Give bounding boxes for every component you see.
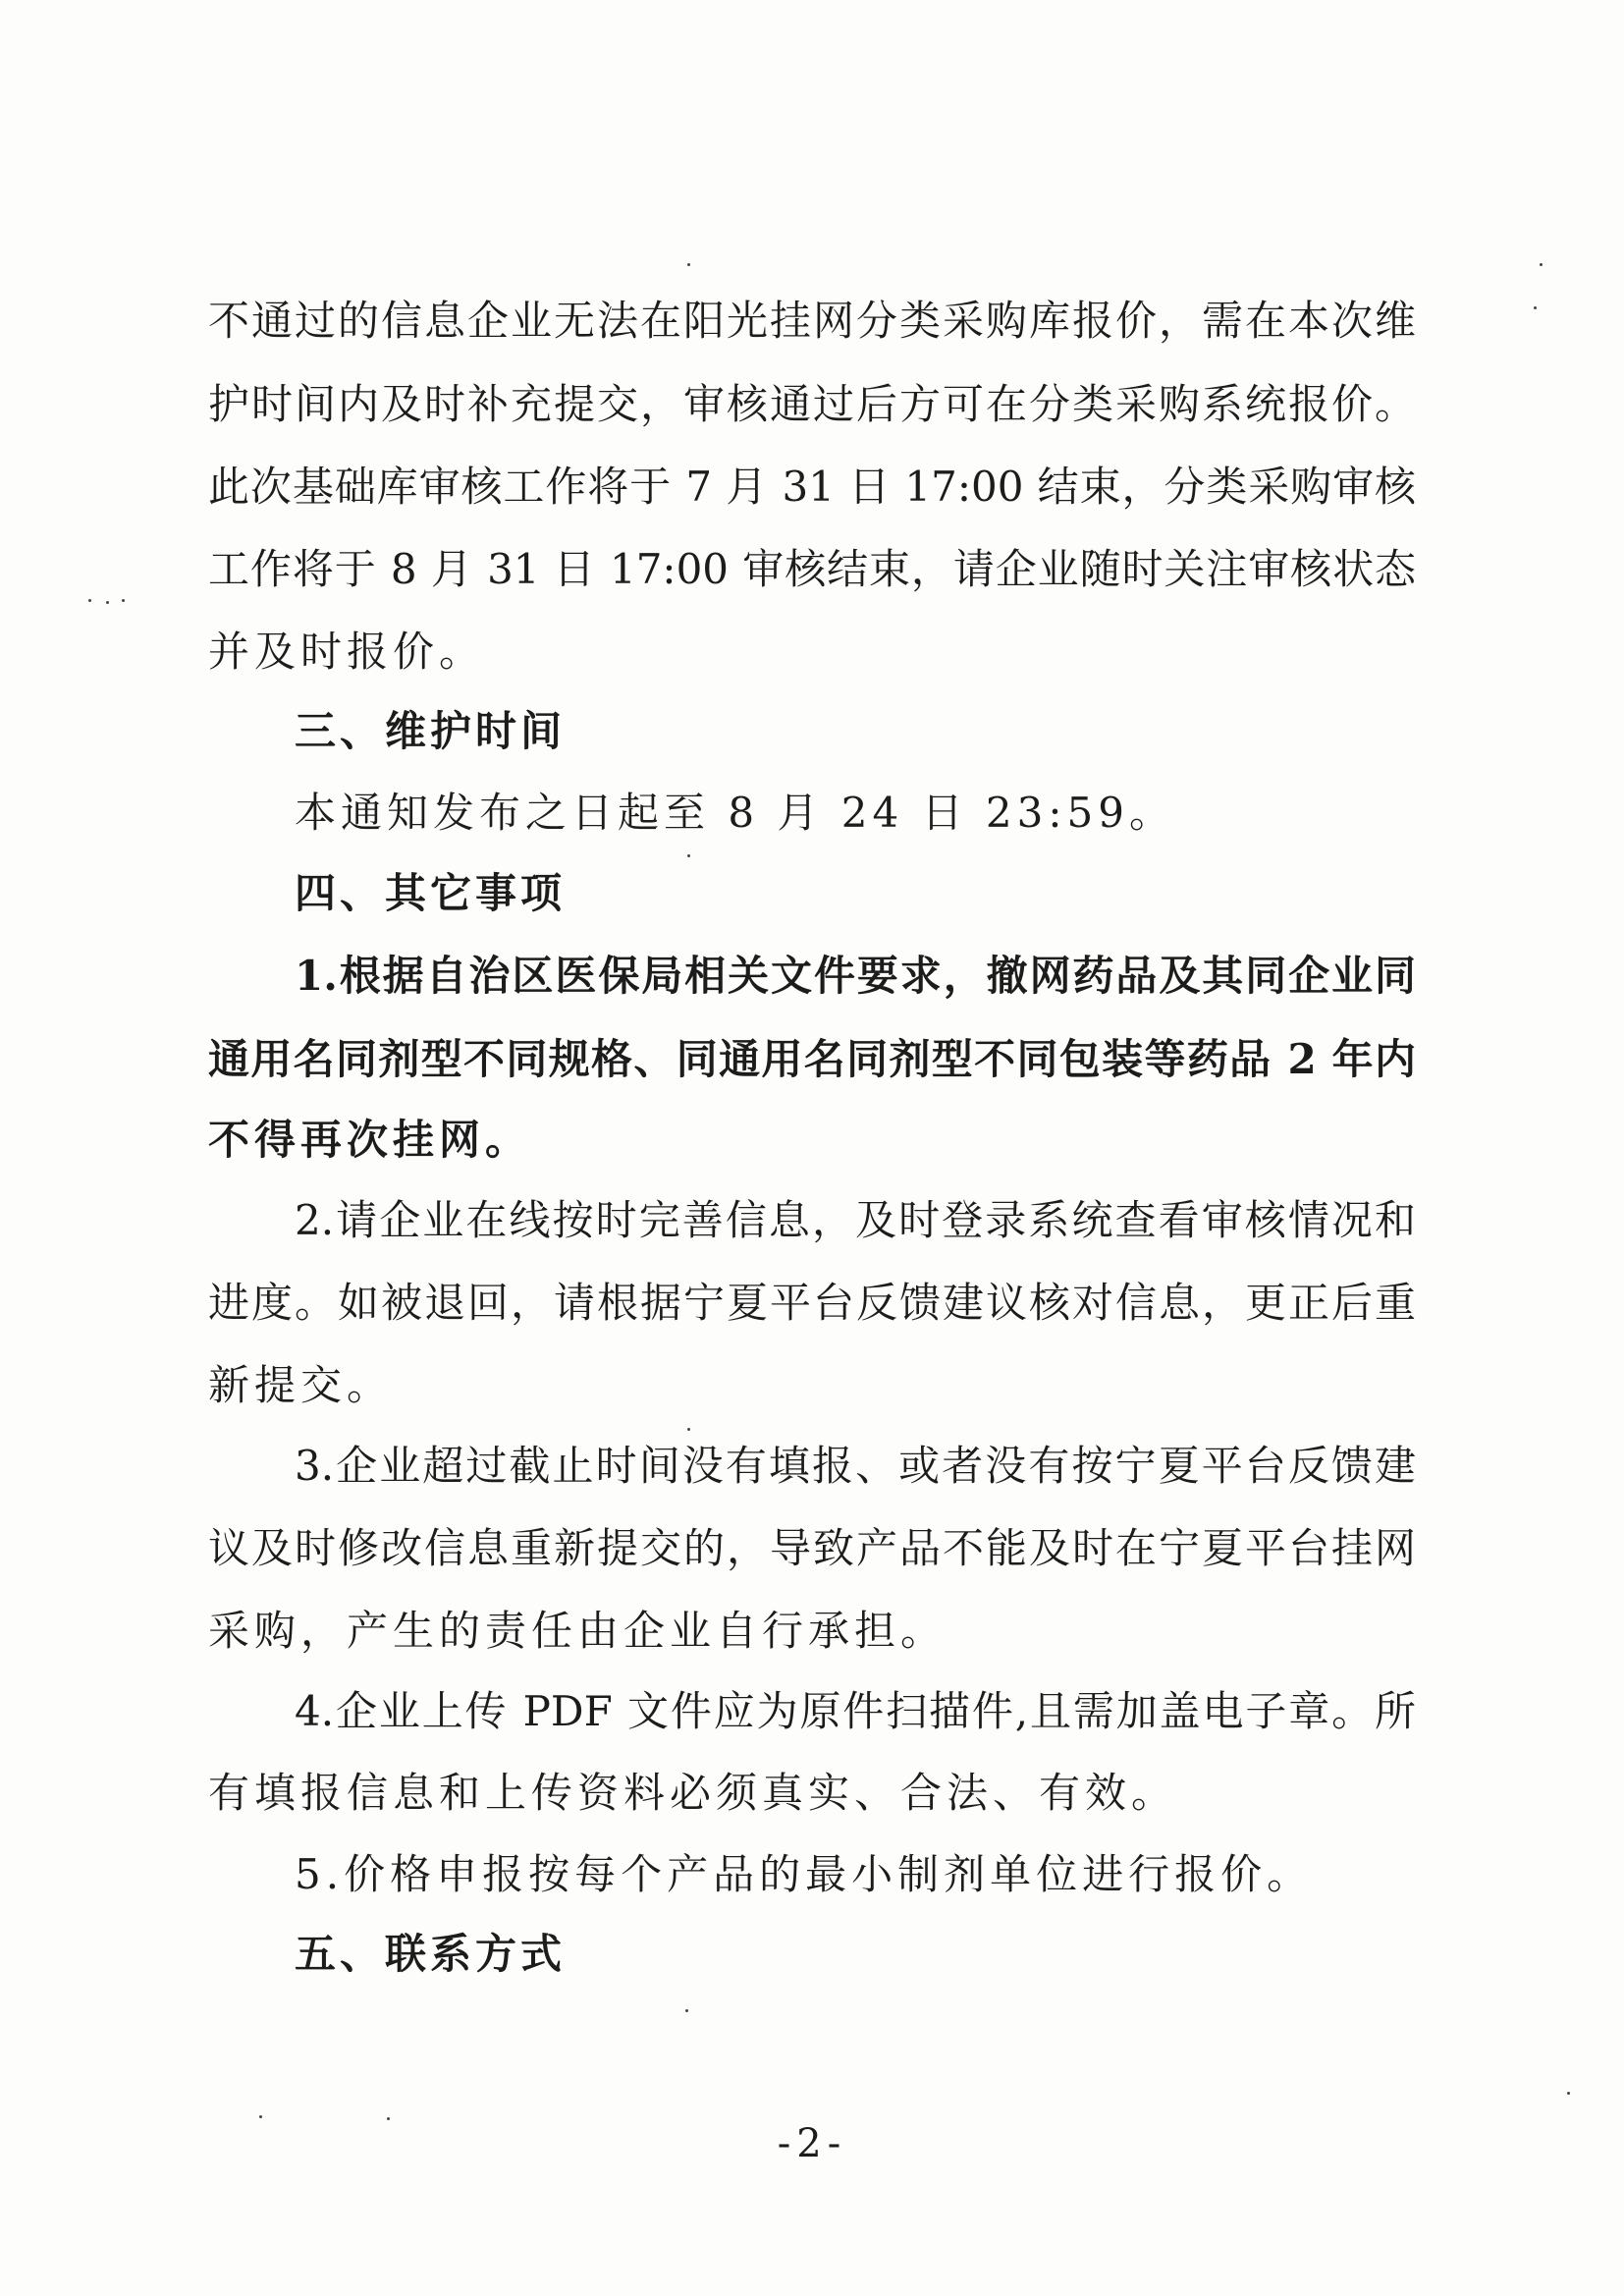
- maintenance-time-text: 本通知发布之日起至 8 月 24 日 23:59。: [295, 789, 1175, 837]
- scan-speck: [685, 2009, 688, 2012]
- section-heading-other-matters: 四、其它事项: [295, 869, 567, 917]
- scan-speck: [106, 601, 109, 604]
- page-number: -2-: [777, 2121, 847, 2166]
- item-3-line: 3.企业超过截止时间没有填报、或者没有按宁夏平台反馈建: [295, 1442, 1416, 1490]
- section-heading-contact: 五、联系方式: [295, 1930, 567, 1978]
- item-2-line: 新提交。: [208, 1361, 394, 1409]
- item-5-line: 5.价格申报按每个产品的最小制剂单位进行报价。: [295, 1850, 1314, 1898]
- item-1-line: 通用名同剂型不同规格、同通用名同剂型不同包装等药品 2 年内: [208, 1035, 1416, 1083]
- scan-speck: [687, 263, 690, 266]
- scan-speck: [1540, 263, 1543, 266]
- scan-speck: [259, 2115, 262, 2118]
- paragraph-line: 护时间内及时补充提交，审核通过后方可在分类采购系统报价。: [208, 380, 1416, 428]
- scan-speck: [1534, 306, 1537, 309]
- scan-speck: [1567, 2092, 1570, 2095]
- item-3-line: 议及时修改信息重新提交的，导致产品不能及时在宁夏平台挂网: [208, 1524, 1416, 1572]
- scan-speck: [88, 599, 91, 602]
- paragraph-line: 工作将于 8 月 31 日 17:00 审核结束，请企业随时关注审核状态: [208, 545, 1416, 593]
- scan-speck: [687, 1428, 690, 1431]
- item-2-line: 2.请企业在线按时完善信息，及时登录系统查看审核情况和: [295, 1196, 1416, 1244]
- item-1-line: 不得再次挂网。: [208, 1116, 532, 1164]
- section-heading-maintenance-time: 三、维护时间: [295, 707, 567, 755]
- paragraph-line: 并及时报价。: [208, 628, 486, 676]
- item-2-line: 进度。如被退回，请根据宁夏平台反馈建议核对信息，更正后重: [208, 1279, 1416, 1327]
- scan-speck: [687, 854, 690, 857]
- item-4-line: 4.企业上传 PDF 文件应为原件扫描件,且需加盖电子章。所: [295, 1687, 1416, 1735]
- item-4-line: 有填报信息和上传资料必须真实、合法、有效。: [208, 1769, 1178, 1817]
- item-1-line: 1.根据自治区医保局相关文件要求，撤网药品及其同企业同: [295, 952, 1416, 1000]
- scan-speck: [122, 599, 125, 602]
- item-3-line: 采购，产生的责任由企业自行承担。: [208, 1607, 947, 1655]
- paragraph-line: 不通过的信息企业无法在阳光挂网分类采购库报价，需在本次维: [208, 297, 1416, 345]
- paragraph-line: 此次基础库审核工作将于 7 月 31 日 17:00 结束，分类采购审核: [208, 463, 1416, 511]
